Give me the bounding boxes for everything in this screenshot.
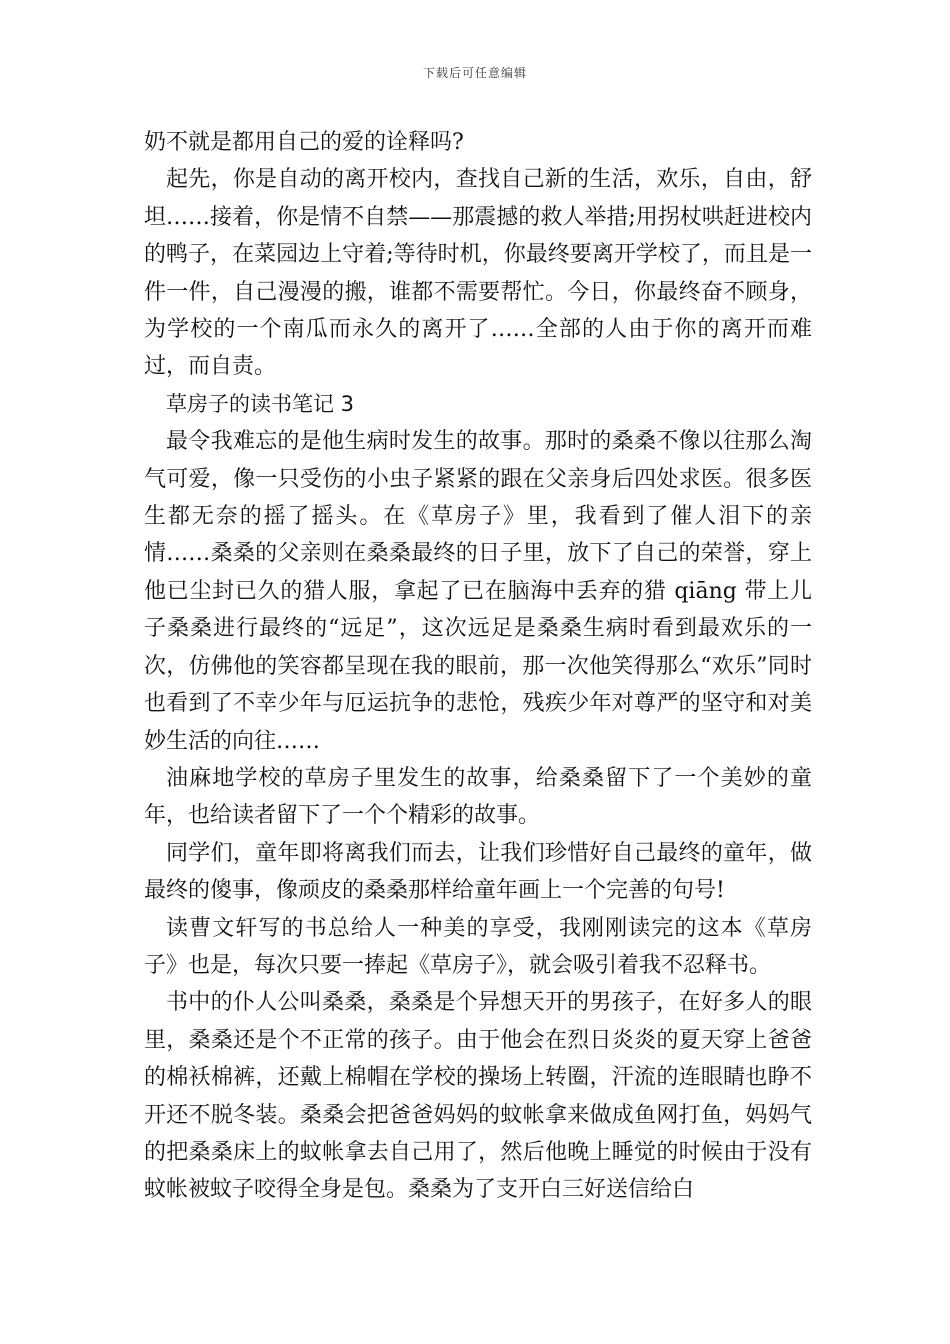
continuation-paragraph: 奶不就是都用自己的爱的诠释吗? xyxy=(144,130,464,155)
body-paragraph: 最令我难忘的是他生病时发生的故事。那时的桑桑不像以往那么淘气可爱，像一只受伤的小虫子紧紧的跟在父亲身后四处求医。很多医生都无奈的摇了摇头。在《草房子》里，我看到了催人泪下的亲情……桑桑的父亲则在桑桑最终的日子里，放下了自己的荣誉，穿上他已尘封已久的猎人服，拿起了已在脑海中丢弃的猎 qiāng 带上儿子桑桑进行最终的“远足”，这次远足是桑桑生病时看到最欢乐的一次，仿佛他的笑容都呈现在我的眼前，那一次他笑得那么“欢乐”同时也看到了不幸少年与厄运抗争的悲怆，残疾少年对尊严的坚守和对美妙生活的向往…… xyxy=(144,429,812,754)
page-header: 下载后可任意编辑 xyxy=(422,66,527,80)
body-paragraph: 起先，你是自动的离开校内，查找自己新的生活，欢乐，自由，舒坦……接着，你是情不自禁——那震撼的救人举措;用拐杖哄赶进校内的鸭子，在菜园边上守着;等待时机，你最终要离开学校了，而且是一件一件，自己漫漫的搬，谁都不需要帮忙。今日，你最终奋不顾身，为学校的一个南瓜而永久的离开了……全部的人由于你的离开而难过，而自责。 xyxy=(144,167,812,380)
body-paragraph: 油麻地学校的草房子里发生的故事，给桑桑留下了一个美妙的童年，也给读者留下了一个个精彩的故事。 xyxy=(144,765,812,829)
body-paragraph: 同学们，童年即将离我们而去，让我们珍惜好自己最终的童年，做最终的傻事，像顽皮的桑桑那样给童年画上一个完善的句号! xyxy=(144,840,812,904)
body-paragraph: 读曹文轩写的书总给人一种美的享受，我刚刚读完的这本《草房子》也是，每次只要一捧起《草房子》，就会吸引着我不忍释书。 xyxy=(144,915,812,978)
section-heading: 草房子的读书笔记 3 xyxy=(166,391,355,416)
body-paragraph: 书中的仆人公叫桑桑，桑桑是个异想天开的男孩子，在好多人的眼里，桑桑还是个不正常的孩子。由于他会在烈日炎炎的夏天穿上爸爸的棉袄棉裤，还戴上棉帽在学校的操场上转圈，汗流的连眼睛也睁不开还不脱冬装。桑桑会把爸爸妈妈的蚊帐拿来做成鱼网打鱼，妈妈气的把桑桑床上的蚊帐拿去自己用了，然后他晚上睡觉的时候由于没有蚊帐被蚊子咬得全身是包。桑桑为了支开白三好送信给白 xyxy=(144,990,812,1203)
document-body xyxy=(144,124,812,1209)
